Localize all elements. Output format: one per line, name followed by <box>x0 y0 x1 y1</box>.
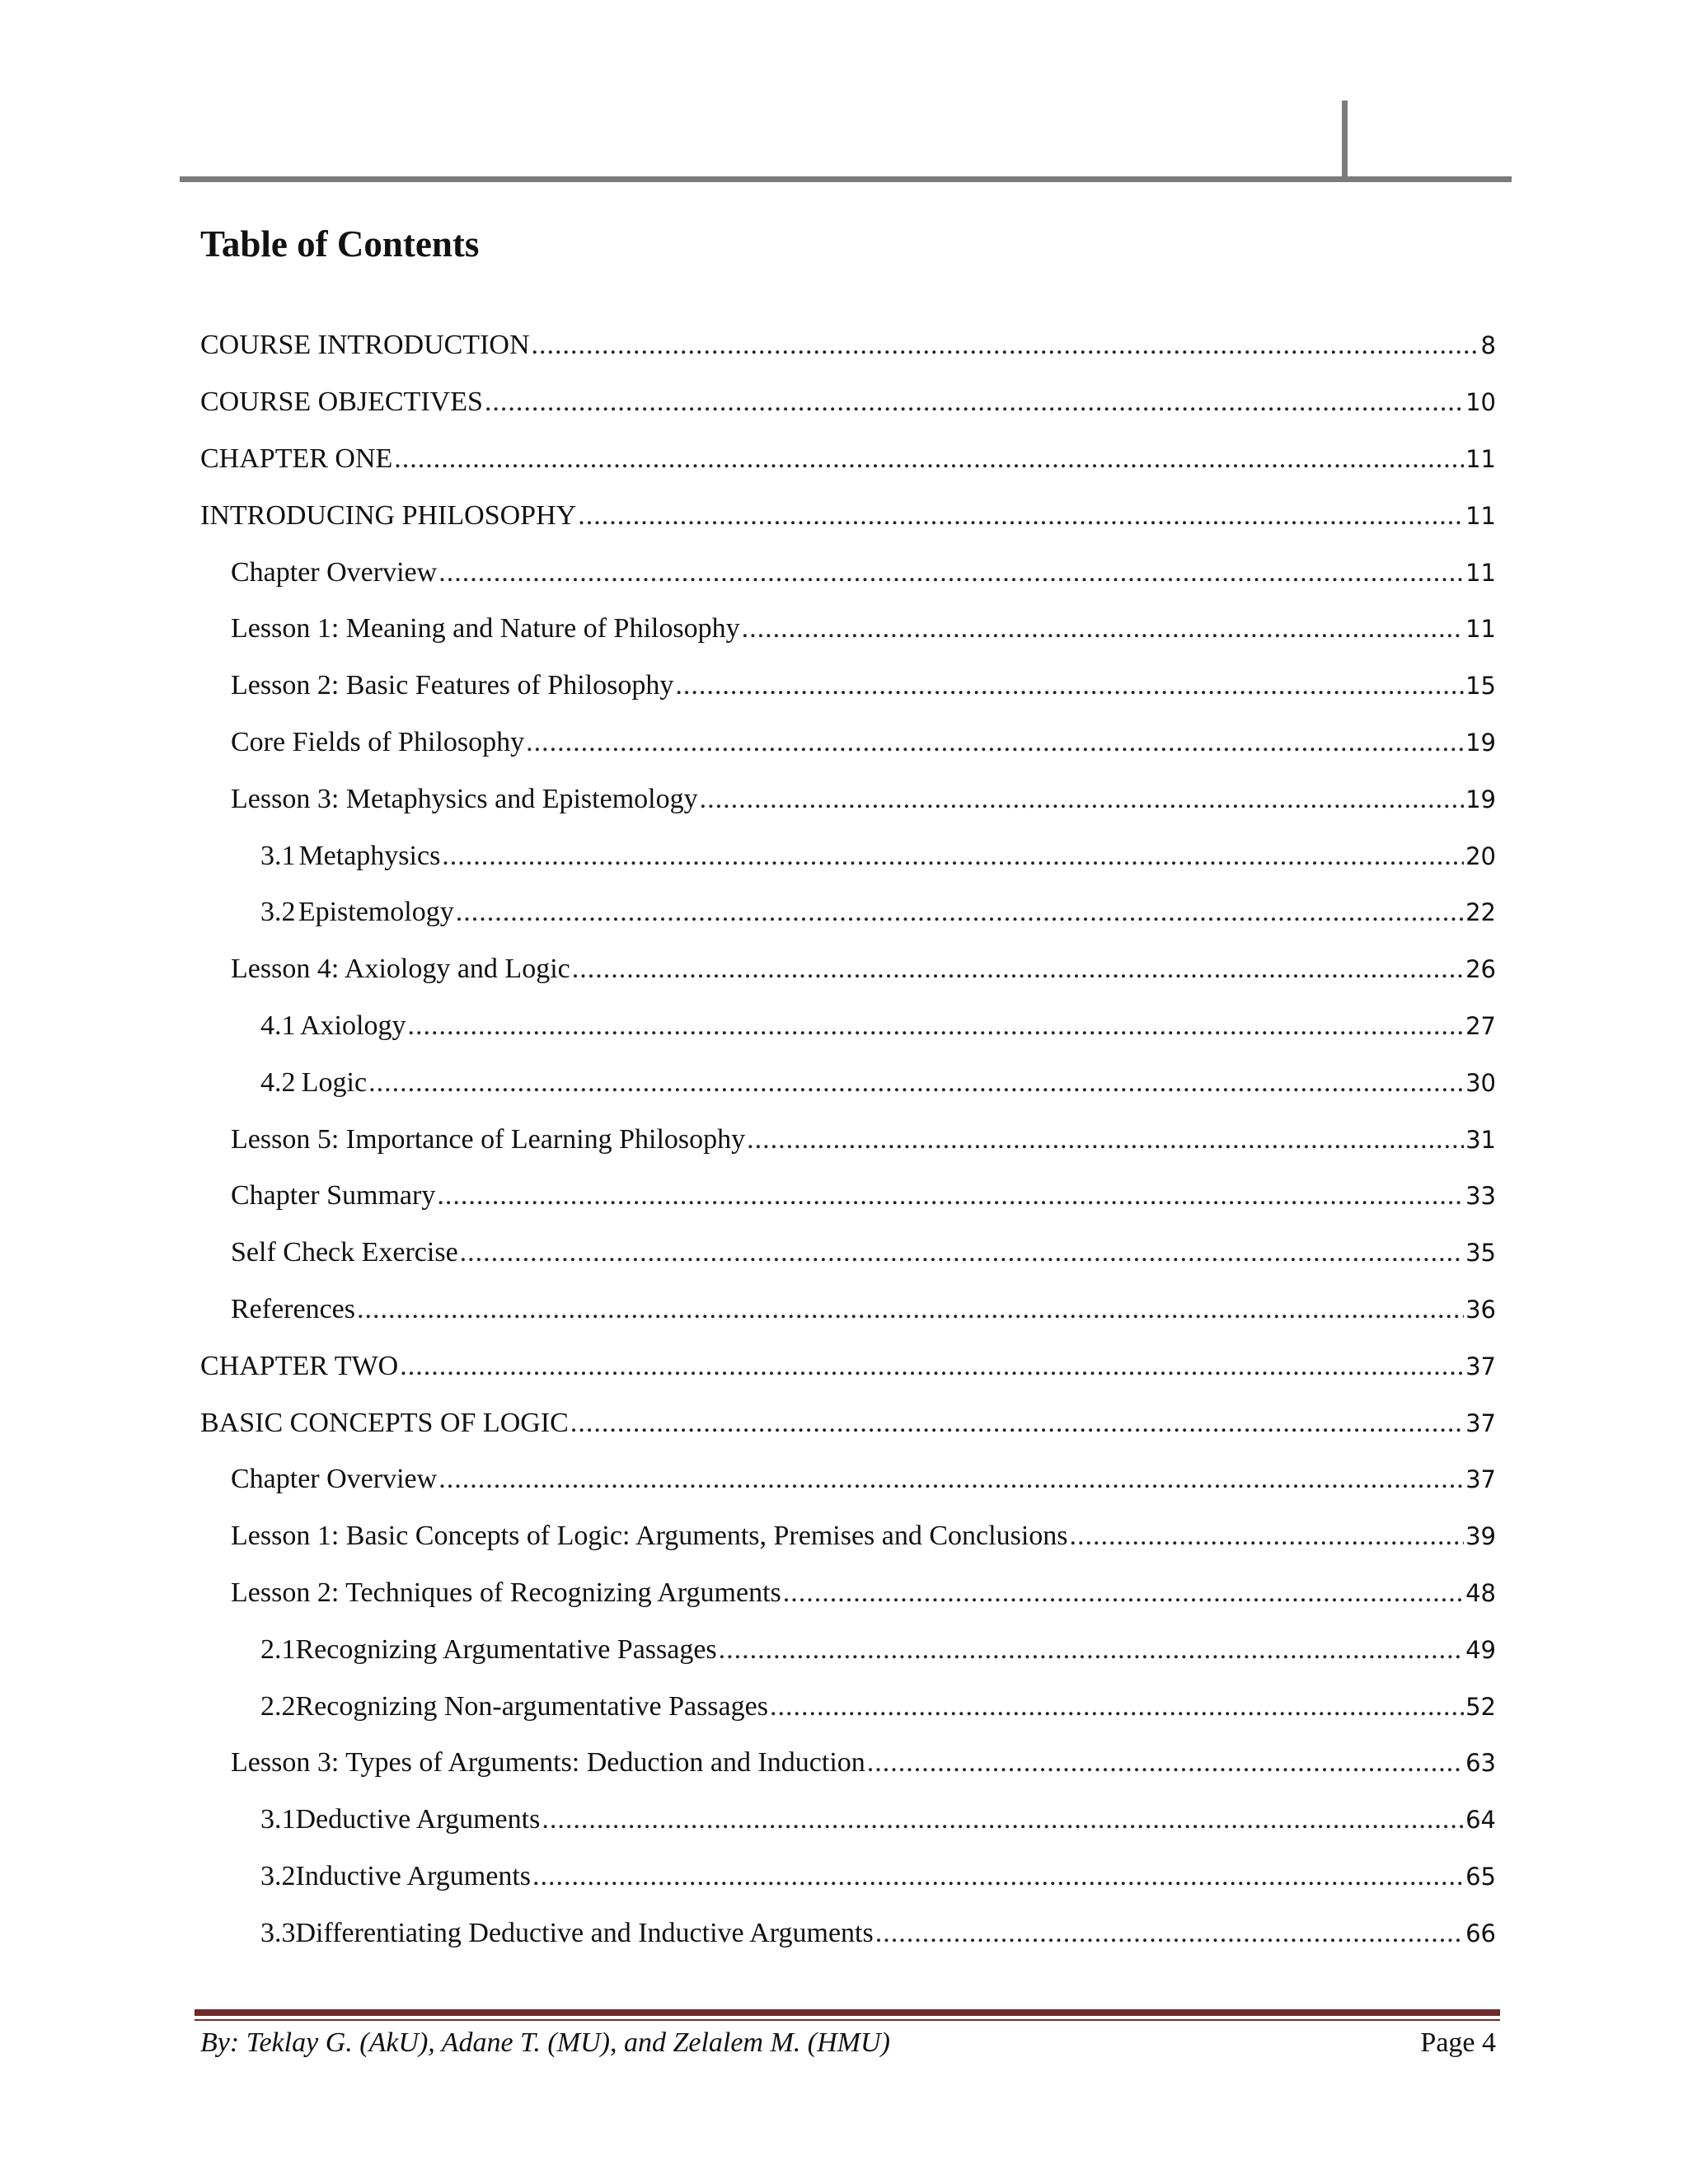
toc-entry-title: Lesson 3: Metaphysics and Epistemology <box>231 783 698 814</box>
dot-leader <box>572 954 1464 985</box>
toc-entry-title: COURSE OBJECTIVES <box>200 387 483 418</box>
toc-entry[interactable] <box>200 827 1496 884</box>
toc-entry-title: References <box>231 1293 356 1324</box>
toc-entry-page: 20 <box>1465 841 1496 870</box>
toc-entry-title: Chapter Summary <box>231 1180 436 1212</box>
dot-leader <box>700 784 1464 815</box>
toc-entry-title: INTRODUCING PHILOSOPHY <box>200 499 577 531</box>
toc-entry[interactable] <box>200 1735 1496 1792</box>
dot-leader <box>1070 1521 1465 1552</box>
toc-entry[interactable] <box>200 317 1496 374</box>
toc-entry[interactable] <box>200 998 1496 1055</box>
toc-entry-page: 30 <box>1465 1068 1496 1097</box>
toc-entry-number: 2.1 <box>260 1633 296 1665</box>
dot-leader <box>532 1861 1464 1892</box>
dot-leader <box>875 1918 1464 1949</box>
toc-entry-page: 19 <box>1465 728 1496 757</box>
toc-entry-number: 3.3 <box>260 1917 296 1948</box>
toc-entry-title: Epistemology <box>298 897 454 928</box>
dot-leader <box>368 1067 1464 1099</box>
dot-leader <box>394 443 1464 475</box>
dot-leader <box>460 1237 1464 1268</box>
header-rule <box>180 176 1512 182</box>
toc-entry-title: BASIC CONCEPTS OF LOGIC <box>200 1407 569 1438</box>
toc-entry[interactable] <box>200 1168 1496 1225</box>
toc-entry-page: 37 <box>1465 1352 1496 1380</box>
toc-entry-number: 3.2 <box>260 897 296 928</box>
dot-leader <box>442 841 1464 872</box>
toc-entry-title: Lesson 1: Meaning and Nature of Philosophy <box>231 613 740 644</box>
toc-entry[interactable] <box>200 884 1496 941</box>
toc-entry-page: 31 <box>1465 1125 1496 1154</box>
toc-entry-number: 3.2 <box>260 1860 296 1891</box>
toc-entry[interactable] <box>200 601 1496 658</box>
toc-entry-title: CHAPTER ONE <box>200 443 393 474</box>
toc-entry-title: Axiology <box>300 1010 406 1041</box>
dot-leader <box>770 1691 1464 1722</box>
footer-page-number: Page 4 <box>1420 2027 1496 2058</box>
header-tick <box>1342 101 1348 181</box>
toc-entry-title: Inductive Arguments <box>295 1860 531 1891</box>
toc-entry[interactable] <box>200 1394 1496 1451</box>
toc-entry-number: 4.1 <box>260 1010 296 1041</box>
toc-entry-title: Core Fields of Philosophy <box>231 726 525 757</box>
dot-leader <box>742 613 1465 644</box>
toc-entry[interactable] <box>200 658 1496 715</box>
toc-entry-title: Deductive Arguments <box>295 1804 541 1835</box>
toc-entry-page: 22 <box>1465 898 1496 927</box>
toc-entry[interactable] <box>200 1338 1496 1394</box>
toc-entry[interactable] <box>200 1621 1496 1678</box>
toc-entry-number: 3.1 <box>260 1804 296 1835</box>
toc-entry[interactable] <box>200 1508 1496 1565</box>
toc-entry-title: Lesson 4: Axiology and Logic <box>231 954 570 985</box>
dot-leader <box>578 500 1464 532</box>
dot-leader <box>747 1124 1464 1155</box>
dot-leader <box>570 1408 1464 1439</box>
toc-entry[interactable] <box>200 1905 1496 1961</box>
toc-entry-page: 37 <box>1465 1465 1496 1494</box>
toc-entry-title: Chapter Overview <box>231 556 438 588</box>
toc-entry-page: 63 <box>1465 1749 1496 1778</box>
toc-entry-page: 15 <box>1465 672 1496 701</box>
toc-entry[interactable] <box>200 1792 1496 1849</box>
toc-entry-title: Metaphysics <box>298 840 441 871</box>
dot-leader <box>407 1010 1464 1042</box>
toc-entry-page: 48 <box>1465 1578 1496 1607</box>
toc-entry-title: Recognizing Argumentative Passages <box>295 1633 717 1665</box>
dot-leader <box>783 1577 1464 1609</box>
toc-entry[interactable] <box>200 941 1496 998</box>
toc-entry-title: Lesson 2: Basic Features of Philosophy <box>231 670 674 701</box>
toc-entry-title: Lesson 2: Techniques of Recognizing Arguments <box>231 1577 781 1608</box>
toc-entry-page: 26 <box>1465 955 1496 984</box>
toc-entry-page: 11 <box>1465 501 1496 530</box>
toc-entry[interactable] <box>200 1282 1496 1338</box>
toc-entry-page: 11 <box>1465 615 1496 644</box>
dot-leader <box>485 387 1464 418</box>
toc-entry-page: 66 <box>1465 1919 1496 1947</box>
toc-entry[interactable] <box>200 1565 1496 1622</box>
toc-list <box>200 317 1496 1961</box>
toc-entry[interactable] <box>200 374 1496 431</box>
toc-entry[interactable] <box>200 771 1496 827</box>
toc-entry-page: 65 <box>1465 1862 1496 1891</box>
toc-entry[interactable] <box>200 487 1496 544</box>
toc-entry[interactable] <box>200 1678 1496 1735</box>
toc-entry-page: 11 <box>1465 558 1496 587</box>
footer-authors: By: Teklay G. (AkU), Adane T. (MU), and Zelalem M. (HMU) <box>200 2027 890 2058</box>
dot-leader <box>526 727 1464 758</box>
toc-entry-page: 64 <box>1465 1806 1496 1835</box>
dot-leader <box>542 1804 1464 1835</box>
toc-entry-number: 3.1 <box>260 840 296 871</box>
toc-entry-title: COURSE INTRODUCTION <box>200 330 530 361</box>
toc-entry-title: CHAPTER TWO <box>200 1350 399 1381</box>
dot-leader <box>675 670 1464 701</box>
toc-entry-number: 4.2 <box>260 1066 296 1098</box>
toc-entry-page: 8 <box>1480 331 1496 360</box>
toc-entry-page: 10 <box>1465 388 1496 417</box>
toc-entry[interactable] <box>200 431 1496 488</box>
dot-leader <box>357 1294 1464 1325</box>
dot-leader <box>867 1747 1464 1779</box>
footer-rule <box>195 2009 1500 2016</box>
toc-entry-title: Recognizing Non-argumentative Passages <box>295 1690 768 1722</box>
dot-leader <box>400 1351 1464 1382</box>
toc-entry-number: 2.2 <box>260 1690 296 1722</box>
toc-entry-page: 49 <box>1465 1635 1496 1664</box>
toc-entry-page: 27 <box>1465 1011 1496 1040</box>
toc-entry-title: Self Check Exercise <box>231 1237 458 1268</box>
toc-entry[interactable] <box>200 1111 1496 1168</box>
dot-leader <box>437 1180 1464 1212</box>
dot-leader <box>456 897 1464 928</box>
toc-entry[interactable] <box>200 1054 1496 1111</box>
toc-entry[interactable] <box>200 1451 1496 1508</box>
toc-title: Table of Contents <box>200 223 480 265</box>
toc-entry-page: 37 <box>1465 1408 1496 1437</box>
toc-entry-page: 36 <box>1465 1295 1496 1324</box>
toc-entry-title: Logic <box>301 1066 368 1098</box>
toc-entry[interactable] <box>200 1849 1496 1905</box>
dot-leader <box>438 1464 1464 1495</box>
toc-entry-page: 35 <box>1465 1239 1496 1268</box>
toc-entry[interactable] <box>200 1225 1496 1282</box>
toc-entry-title: Lesson 1: Basic Concepts of Logic: Arguments, Premises and Conclusions <box>231 1521 1068 1552</box>
toc-entry-page: 33 <box>1465 1182 1496 1211</box>
toc-entry-page: 52 <box>1465 1692 1496 1721</box>
toc-entry-title: Lesson 5: Importance of Learning Philosophy <box>231 1123 746 1155</box>
dot-leader <box>532 330 1479 361</box>
toc-entry-title: Differentiating Deductive and Inductive Arguments <box>295 1917 874 1948</box>
toc-entry-title: Chapter Overview <box>231 1464 438 1495</box>
dot-leader <box>438 557 1464 588</box>
toc-entry-title: Lesson 3: Types of Arguments: Deduction and Induction <box>231 1747 865 1779</box>
toc-entry[interactable] <box>200 715 1496 771</box>
toc-entry-page: 19 <box>1465 785 1496 813</box>
toc-entry[interactable] <box>200 544 1496 601</box>
toc-entry-page: 11 <box>1465 444 1496 473</box>
toc-entry-page: 39 <box>1465 1522 1496 1551</box>
dot-leader <box>719 1634 1464 1666</box>
